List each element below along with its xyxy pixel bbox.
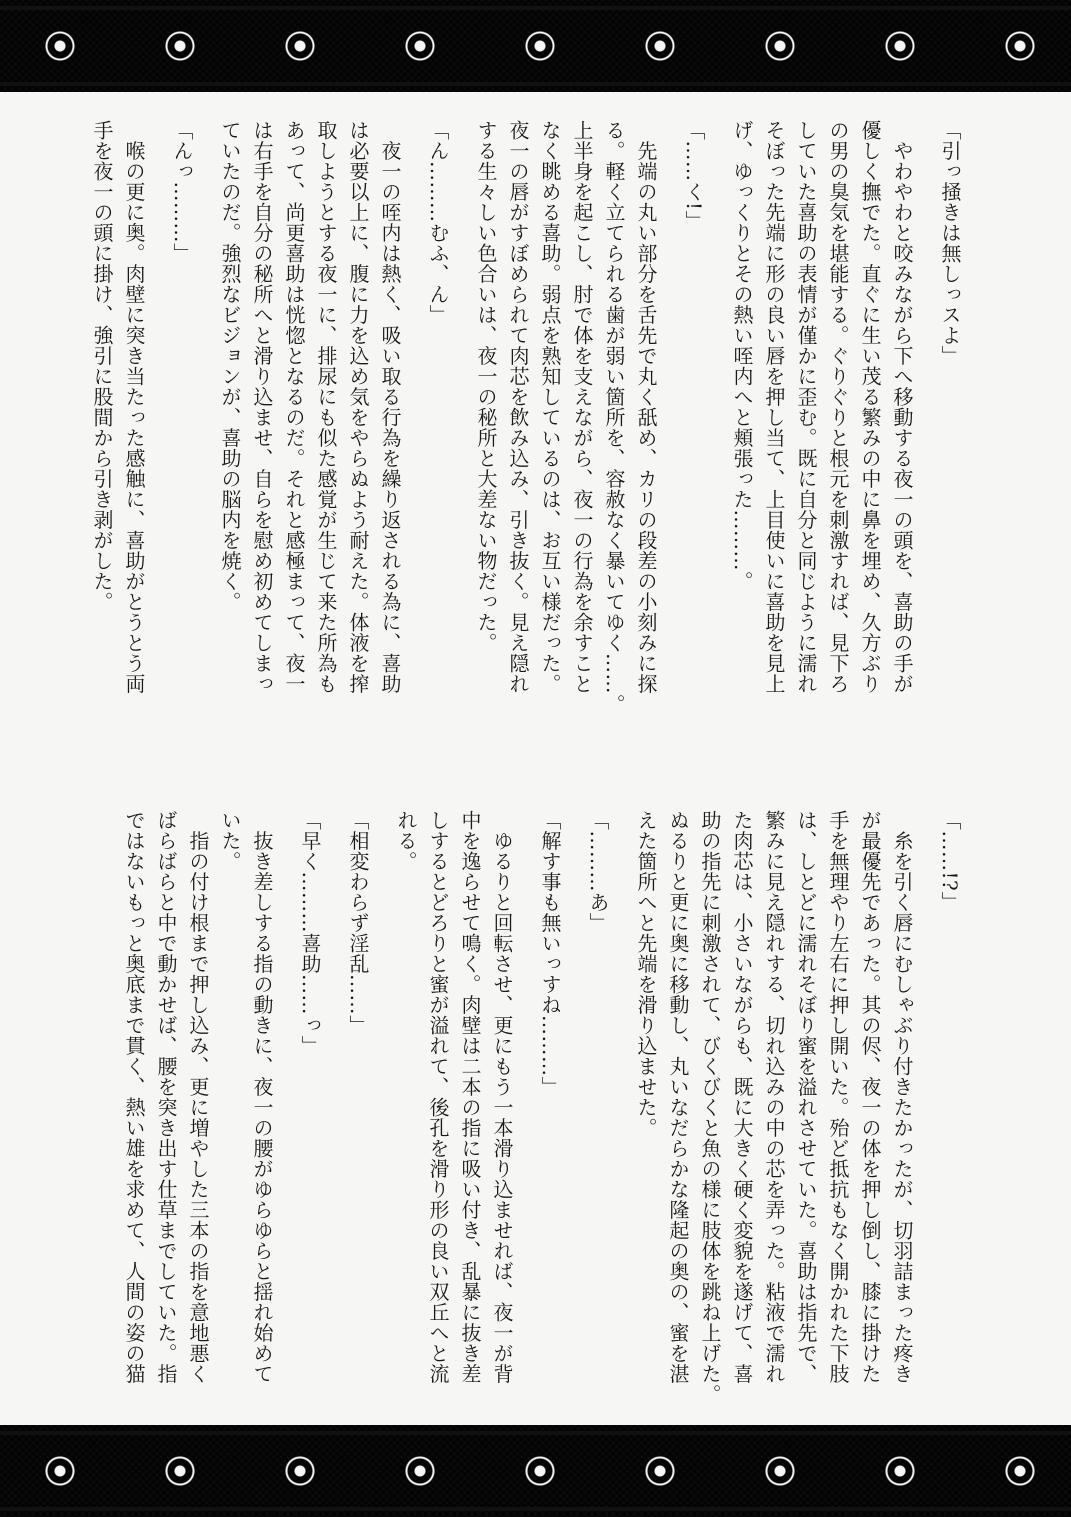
text-line: やわやわと咬みながら下へ移動する夜一の頭を、喜助の手が [890, 120, 914, 694]
text-line: は右手を自分の秘所へと滑り込ませ、自らを慰め初めてしまっ [250, 120, 274, 694]
paragraph-gap [710, 120, 726, 720]
text-line: の男の臭気を堪能する。ぐりぐりと根元を刺激すれば、見下ろ [826, 120, 850, 694]
lower-text-block [86, 810, 966, 1410]
text-line: 夜一の唇がすぼめられて肉芯を飲み込み、引き抜く。見え隠れ [506, 120, 530, 694]
text-line: していた喜助の表情が僅かに歪む。既に自分と同じように濡れ [794, 120, 818, 694]
paragraph-gap [406, 120, 422, 720]
paragraph-gap [918, 120, 934, 720]
paragraph-gap [518, 810, 534, 1410]
text-line: 糸を引く唇にむしゃぶり付きたかったが、切羽詰まった疼き [890, 810, 914, 1384]
text-line: 「んっ………」 [170, 120, 194, 264]
text-line: えた箇所へと先端を滑り込ませた。 [634, 810, 658, 1138]
text-line: 手を夜一の頭に掛け、強引に股間から引き剥がした。 [90, 120, 114, 612]
text-line: 取しようとする夜一に、排尿にも似た感覚が生じて来た所為も [314, 120, 338, 694]
text-line: 「……く!」 [682, 120, 706, 232]
paragraph-gap [198, 120, 214, 720]
paragraph-gap [150, 120, 166, 720]
text-line: 手を無理やり左右に押し開いた。殆ど抵抗もなく開かれた下肢 [826, 810, 850, 1384]
text-line: 「引っ掻きは無しっスよ」 [938, 120, 962, 366]
paragraph-gap [326, 810, 342, 1410]
text-line: ぬるりと更に奥に移動し、丸いなだらかな隆起の奥の、蜜を湛 [666, 810, 690, 1384]
text-line: げ、ゆっくりとその熱い咥内へと頬張った………。 [730, 120, 754, 592]
paragraph-gap [374, 810, 390, 1410]
paragraph-gap [566, 810, 582, 1410]
text-line: 「解す事も無いっすね………」 [538, 810, 562, 1097]
upper-text-block [86, 120, 966, 720]
paragraph-gap [918, 810, 934, 1410]
text-line: 中を逸らせて鳴く。肉壁は二本の指に吸い付き、乱暴に抜き差 [458, 810, 482, 1384]
text-line: 「相変わらず淫乱……」 [346, 810, 370, 1036]
text-line: た肉芯は、小さいながらも、既に大きく硬く変貌を遂げて、喜 [730, 810, 754, 1384]
text-line: ゆるりと回転させ、更にもう一本滑り込ませれば、夜一が背 [490, 810, 514, 1384]
paragraph-gap [662, 120, 678, 720]
paragraph-gap [278, 810, 294, 1410]
text-line: なく眺める喜助。弱点を熟知しているのは、お互い様だった。 [538, 120, 562, 694]
paragraph-gap [614, 810, 630, 1410]
text-line: 喉の更に奥。肉壁に突き当たった感触に、喜助がとうとう両 [122, 120, 146, 694]
text-line: 助の指先に刺激されて、びくびくと魚の様に肢体を跳ね上げた。 [698, 810, 722, 1405]
text-line: あって、尚更喜助は恍惚となるのだ。それと感極まって、夜一 [282, 120, 306, 694]
text-line: そぼった先端に形の良い唇を押し当て、上目使いに喜助を見上 [762, 120, 786, 694]
text-line: ばらばらと中で動かせば、腰を突き出す仕草までしていた。指 [154, 810, 178, 1384]
decorative-lace-border-bottom [0, 1425, 1071, 1517]
text-line: 繁みに見え隠れする、切れ込みの中の芯を弄った。粘液で濡れ [762, 810, 786, 1384]
text-line: ていたのだ。強烈なビジョンが、喜助の脳内を焼く。 [218, 120, 242, 612]
text-line: れる。 [394, 810, 418, 872]
paragraph-gap [454, 120, 470, 720]
text-line: する生々しい色合いは、夜一の秘所と大差ない物だった。 [474, 120, 498, 653]
text-line: 抜き差しする指の動きに、夜一の腰がゆらゆらと揺れ始めて [250, 810, 274, 1384]
text-line: 「……!?」 [938, 810, 962, 912]
text-line: いた。 [218, 810, 242, 872]
text-line: 優しく撫でた。直ぐに生い茂る繁みの中に鼻を埋め、久方ぶり [858, 120, 882, 694]
text-line: しするとどろりと蜜が溢れて、後孔を滑り形の良い双丘へと流 [426, 810, 450, 1384]
text-line: は必要以上に、腹に力を込め気をやらぬよう耐えた。体液を搾 [346, 120, 370, 694]
text-line: る。軽く立てられる歯が弱い箇所を、容赦なく暴いてゆく……。 [602, 120, 626, 715]
text-line: 先端の丸い部分を舌先で丸く舐め、カリの段差の小刻みに探 [634, 120, 658, 694]
text-line: 「早く………喜助……っ」 [298, 810, 322, 1056]
text-line: ではないもっと奥底まで貫く、熱い雄を求めて、人間の姿の猫 [122, 810, 146, 1384]
text-line: は、しとどに濡れそぼり蜜を溢れさせていた。喜助は指先で、 [794, 810, 818, 1384]
text-line: 夜一の咥内は熱く、吸い取る行為を繰り返される為に、喜助 [378, 120, 402, 694]
text-line: 「………あ」 [586, 810, 610, 933]
text-line: 「ん………むふ、ん」 [426, 120, 450, 325]
text-line: 上半身を起こし、肘で体を支えながら、夜一の行為を余すこと [570, 120, 594, 694]
decorative-lace-border-top [0, 0, 1071, 92]
text-line: 指の付け根まで押し込み、更に増やした三本の指を意地悪く [186, 810, 210, 1384]
text-line: が最優先であった。其の侭、夜一の体を押し倒し、膝に掛けた [858, 810, 882, 1384]
